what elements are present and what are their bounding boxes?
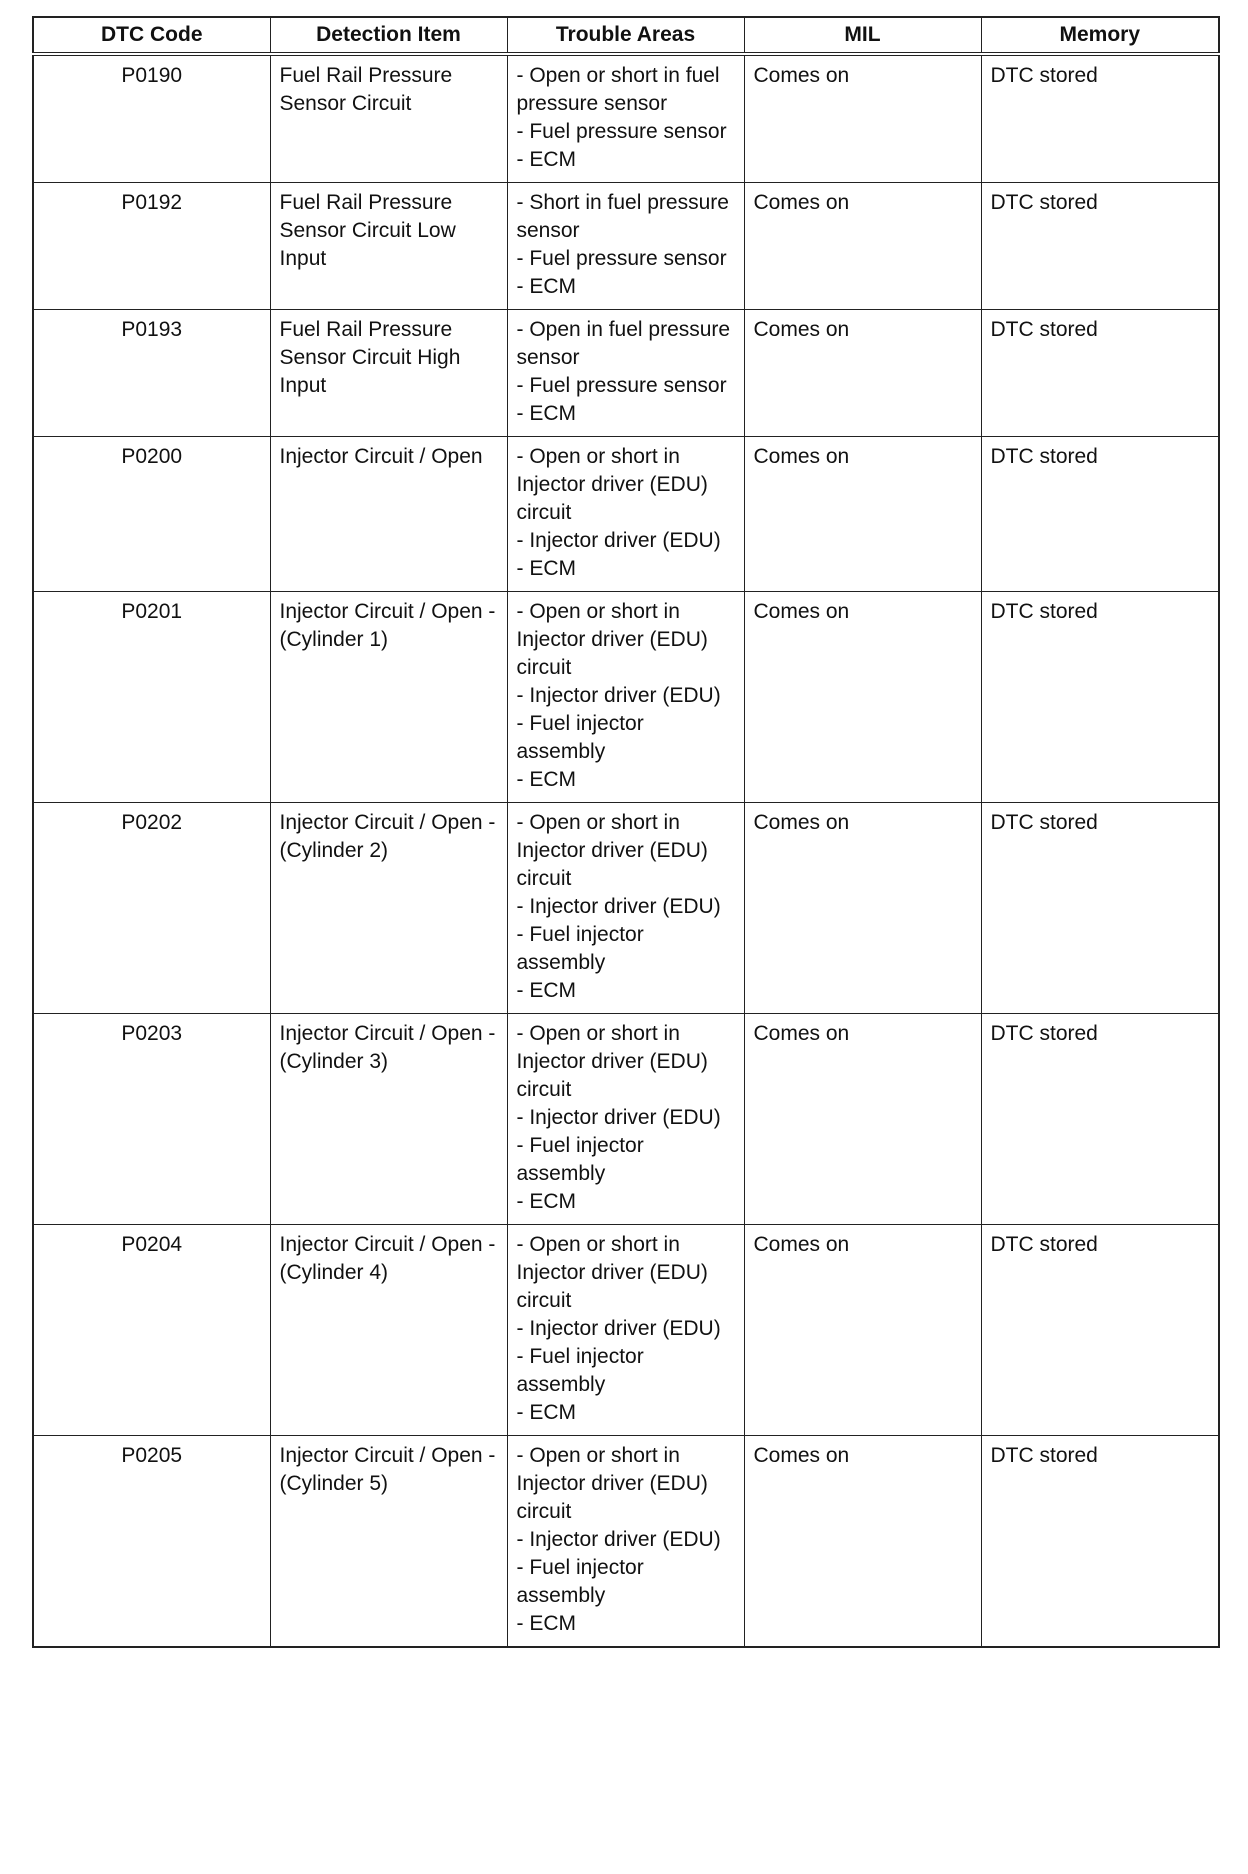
mil-cell: Comes on xyxy=(744,54,981,183)
dtc-code-cell: P0205 xyxy=(33,1436,270,1648)
detection-item-cell: Injector Circuit / Open - (Cylinder 1) xyxy=(270,592,507,803)
memory-cell: DTC stored xyxy=(981,1225,1219,1436)
detection-item-cell: Fuel Rail Pressure Sensor Circuit Low Input xyxy=(270,183,507,310)
memory-cell: DTC stored xyxy=(981,183,1219,310)
dtc-code-cell: P0192 xyxy=(33,183,270,310)
trouble-area-item: - ECM xyxy=(516,402,576,425)
trouble-area-item: - Open or short in fuel pressure sensor xyxy=(516,64,720,115)
detection-item-cell: Injector Circuit / Open - (Cylinder 3) xyxy=(270,1014,507,1225)
table-row xyxy=(33,310,1219,437)
memory-cell: DTC stored xyxy=(981,54,1219,183)
memory-cell: DTC stored xyxy=(981,592,1219,803)
trouble-areas-cell xyxy=(507,1225,744,1436)
mil-cell: Comes on xyxy=(744,1225,981,1436)
header-row xyxy=(33,17,1219,54)
memory-cell: DTC stored xyxy=(981,803,1219,1014)
detection-item-cell: Fuel Rail Pressure Sensor Circuit xyxy=(270,54,507,183)
trouble-area-item: - Open or short in Injector driver (EDU) circuit xyxy=(516,1444,708,1523)
dtc-code-cell: P0193 xyxy=(33,310,270,437)
document-page xyxy=(32,16,1218,1648)
table-row xyxy=(33,1436,1219,1648)
trouble-area-item: - ECM xyxy=(516,557,576,580)
table-row xyxy=(33,54,1219,183)
trouble-area-item: - Short in fuel pressure sensor xyxy=(516,191,729,242)
trouble-area-item: - Open or short in Injector driver (EDU) circuit xyxy=(516,1233,708,1312)
mil-cell: Comes on xyxy=(744,310,981,437)
dtc-code-cell: P0202 xyxy=(33,803,270,1014)
trouble-area-item: - Injector driver (EDU) xyxy=(516,1528,721,1551)
trouble-areas-cell xyxy=(507,183,744,310)
dtc-code-cell: P0190 xyxy=(33,54,270,183)
dtc-code-cell: P0201 xyxy=(33,592,270,803)
mil-cell: Comes on xyxy=(744,183,981,310)
memory-cell: DTC stored xyxy=(981,1436,1219,1648)
trouble-area-item: - Fuel injector assembly xyxy=(516,1134,644,1185)
trouble-areas-cell xyxy=(507,54,744,183)
header-dtc-code: DTC Code xyxy=(33,17,270,54)
trouble-areas-cell xyxy=(507,310,744,437)
trouble-area-item: - Open or short in Injector driver (EDU) circuit xyxy=(516,445,708,524)
mil-cell: Comes on xyxy=(744,1014,981,1225)
trouble-areas-cell xyxy=(507,437,744,592)
dtc-code-cell: P0203 xyxy=(33,1014,270,1225)
detection-item-cell: Injector Circuit / Open - (Cylinder 2) xyxy=(270,803,507,1014)
trouble-area-item: - ECM xyxy=(516,979,576,1002)
table-row xyxy=(33,592,1219,803)
memory-cell: DTC stored xyxy=(981,310,1219,437)
trouble-area-item: - Open or short in Injector driver (EDU) circuit xyxy=(516,600,708,679)
trouble-area-item: - Fuel pressure sensor xyxy=(516,374,727,397)
mil-cell: Comes on xyxy=(744,592,981,803)
trouble-area-item: - Open or short in Injector driver (EDU) circuit xyxy=(516,811,708,890)
trouble-area-item: - Open or short in Injector driver (EDU) circuit xyxy=(516,1022,708,1101)
table-body xyxy=(33,54,1219,1647)
memory-cell: DTC stored xyxy=(981,437,1219,592)
trouble-areas-cell xyxy=(507,1014,744,1225)
trouble-area-item: - ECM xyxy=(516,1612,576,1635)
header-trouble-areas: Trouble Areas xyxy=(507,17,744,54)
trouble-area-item: - ECM xyxy=(516,1401,576,1424)
trouble-area-item: - Fuel pressure sensor xyxy=(516,120,727,143)
detection-item-cell: Injector Circuit / Open xyxy=(270,437,507,592)
trouble-areas-cell xyxy=(507,1436,744,1648)
trouble-areas-cell xyxy=(507,592,744,803)
trouble-area-item: - Fuel injector assembly xyxy=(516,712,644,763)
dtc-table xyxy=(32,16,1220,1648)
detection-item-cell: Fuel Rail Pressure Sensor Circuit High Input xyxy=(270,310,507,437)
table-row xyxy=(33,1014,1219,1225)
detection-item-cell: Injector Circuit / Open - (Cylinder 4) xyxy=(270,1225,507,1436)
table-header xyxy=(33,17,1219,54)
memory-cell: DTC stored xyxy=(981,1014,1219,1225)
trouble-areas-cell xyxy=(507,803,744,1014)
table-row xyxy=(33,183,1219,310)
trouble-area-item: - Fuel pressure sensor xyxy=(516,247,727,270)
dtc-code-cell: P0204 xyxy=(33,1225,270,1436)
trouble-area-item: - ECM xyxy=(516,275,576,298)
table-row xyxy=(33,803,1219,1014)
trouble-area-item: - Open in fuel pressure sensor xyxy=(516,318,731,369)
trouble-area-item: - Injector driver (EDU) xyxy=(516,895,721,918)
trouble-area-item: - ECM xyxy=(516,768,576,791)
trouble-area-item: - Injector driver (EDU) xyxy=(516,1317,721,1340)
header-mil: MIL xyxy=(744,17,981,54)
trouble-area-item: - Fuel injector assembly xyxy=(516,1345,644,1396)
trouble-area-item: - ECM xyxy=(516,1190,576,1213)
dtc-code-cell: P0200 xyxy=(33,437,270,592)
trouble-area-item: - Injector driver (EDU) xyxy=(516,1106,721,1129)
mil-cell: Comes on xyxy=(744,437,981,592)
trouble-area-item: - Fuel injector assembly xyxy=(516,1556,644,1607)
detection-item-cell: Injector Circuit / Open - (Cylinder 5) xyxy=(270,1436,507,1648)
trouble-area-item: - Injector driver (EDU) xyxy=(516,529,721,552)
table-row xyxy=(33,437,1219,592)
mil-cell: Comes on xyxy=(744,1436,981,1648)
mil-cell: Comes on xyxy=(744,803,981,1014)
header-memory: Memory xyxy=(981,17,1219,54)
trouble-area-item: - ECM xyxy=(516,148,576,171)
trouble-area-item: - Injector driver (EDU) xyxy=(516,684,721,707)
trouble-area-item: - Fuel injector assembly xyxy=(516,923,644,974)
table-row xyxy=(33,1225,1219,1436)
header-detection-item: Detection Item xyxy=(270,17,507,54)
